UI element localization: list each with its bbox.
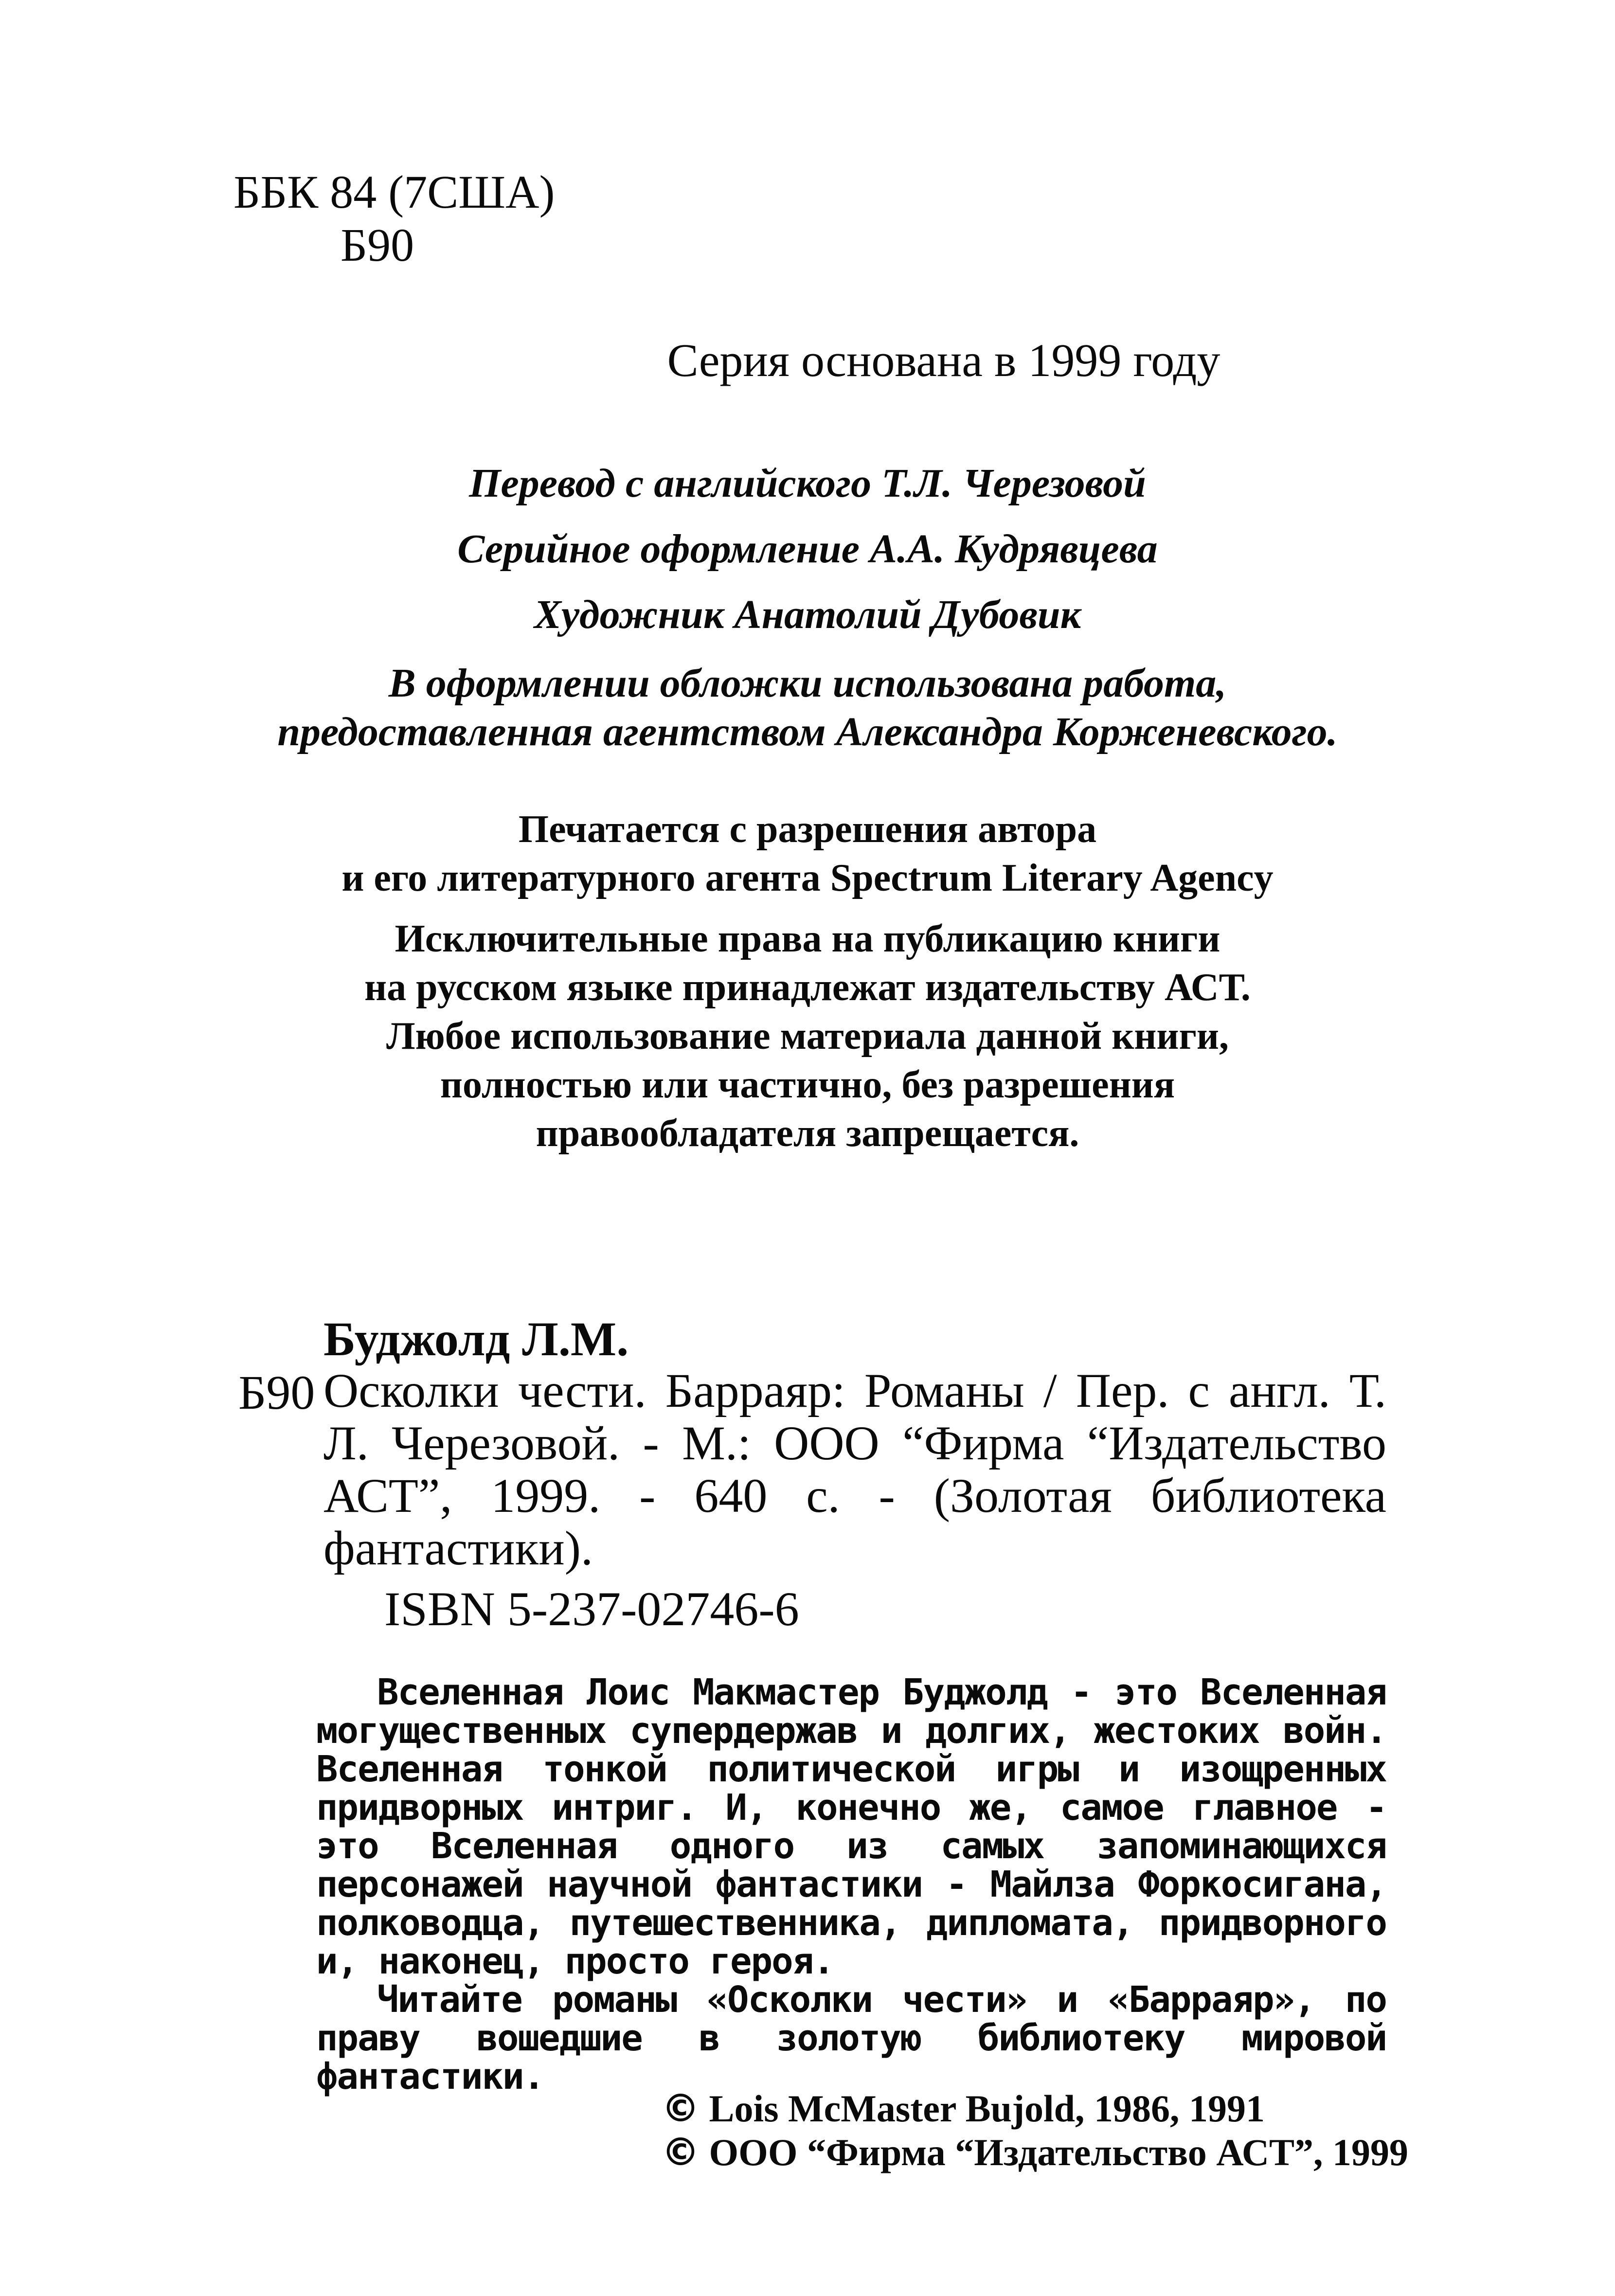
exclusive-rights-line-5: правообладателя запрещается. [536, 1112, 1079, 1155]
permission-note [272, 805, 1343, 902]
exclusive-rights-line-3: Любое использование материала данной книги, [386, 1015, 1229, 1058]
bbk-index: ББК 84 (7США) [233, 166, 555, 218]
copyright-author [662, 2087, 1265, 2131]
permission-line-2: и его литературного агента Spectrum Literary Agency [341, 857, 1274, 899]
translation-credit: Перевод с английского Т.Л. Черезовой [469, 461, 1146, 506]
series-note: Серия основана в 1999 году [667, 334, 1220, 386]
exclusive-rights-line-2: на русском языке принадлежат издательству АСТ. [364, 966, 1251, 1009]
isbn: ISBN 5-237-02746-6 [384, 1582, 799, 1636]
bibliographic-description: Осколки чести. Барраяр: Романы / Пер. с англ. Т. Л. Черезовой. - М.: ООО “Фирма “Издательство АСТ”, 1999. - 640 с. - (Золотая библиотека фантастики). [323, 1363, 1386, 1575]
annotation-paragraph-2: Читайте романы «Осколки чести» и «Барраяр», по праву вошедшие в золотую библиотеку мировой фантастики. [316, 1979, 1386, 2098]
copyright-author-text: Lois McMaster Bujold, 1986, 1991 [709, 2087, 1265, 2130]
artist-credit: Художник Анатолий Дубовик [534, 592, 1081, 637]
copyright-publisher [662, 2131, 1408, 2174]
bibliographic-author: Буджолд Л.М. [323, 1312, 629, 1366]
annotation-paragraph-1: Вселенная Лоис Макмастер Буджолд - это Вселенная могущественных супердержав и долгих, жестоких войн. Вселенная тонкой политической игры и изощренных придворных интриг. И, конечно же, самое главное - это Вселенная одного из самых запоминающихся персонажей научной фантастики - Майлза Форкосигана, полководца, путешественника, дипломата, придворного и, наконец, просто героя. [316, 1671, 1386, 1982]
bibliographic-code: Б90 [238, 1365, 315, 1419]
series-design-credit: Серийное оформление А.А. Кудрявцева [457, 526, 1158, 572]
bbk-author-code: Б90 [341, 219, 414, 271]
copyright-icon: © [662, 2087, 700, 2131]
exclusive-rights-note [272, 915, 1343, 1158]
cover-credit-line-1: В оформлении обложки использована работа, [388, 661, 1227, 706]
cover-credit-line-2: предоставленная агентством Александра Корженевского. [277, 709, 1338, 754]
exclusive-rights-line-4: полностью или частично, без разрешения [440, 1063, 1175, 1106]
exclusive-rights-line-1: Исключительные права на публикацию книги [395, 917, 1220, 960]
permission-line-1: Печатается с разрешения автора [518, 808, 1097, 851]
copyright-icon: © [662, 2131, 700, 2174]
copyright-publisher-text: ООО “Фирма “Издательство АСТ”, 1999 [709, 2131, 1409, 2173]
cover-credit [272, 659, 1343, 756]
annotation [316, 1673, 1386, 2096]
